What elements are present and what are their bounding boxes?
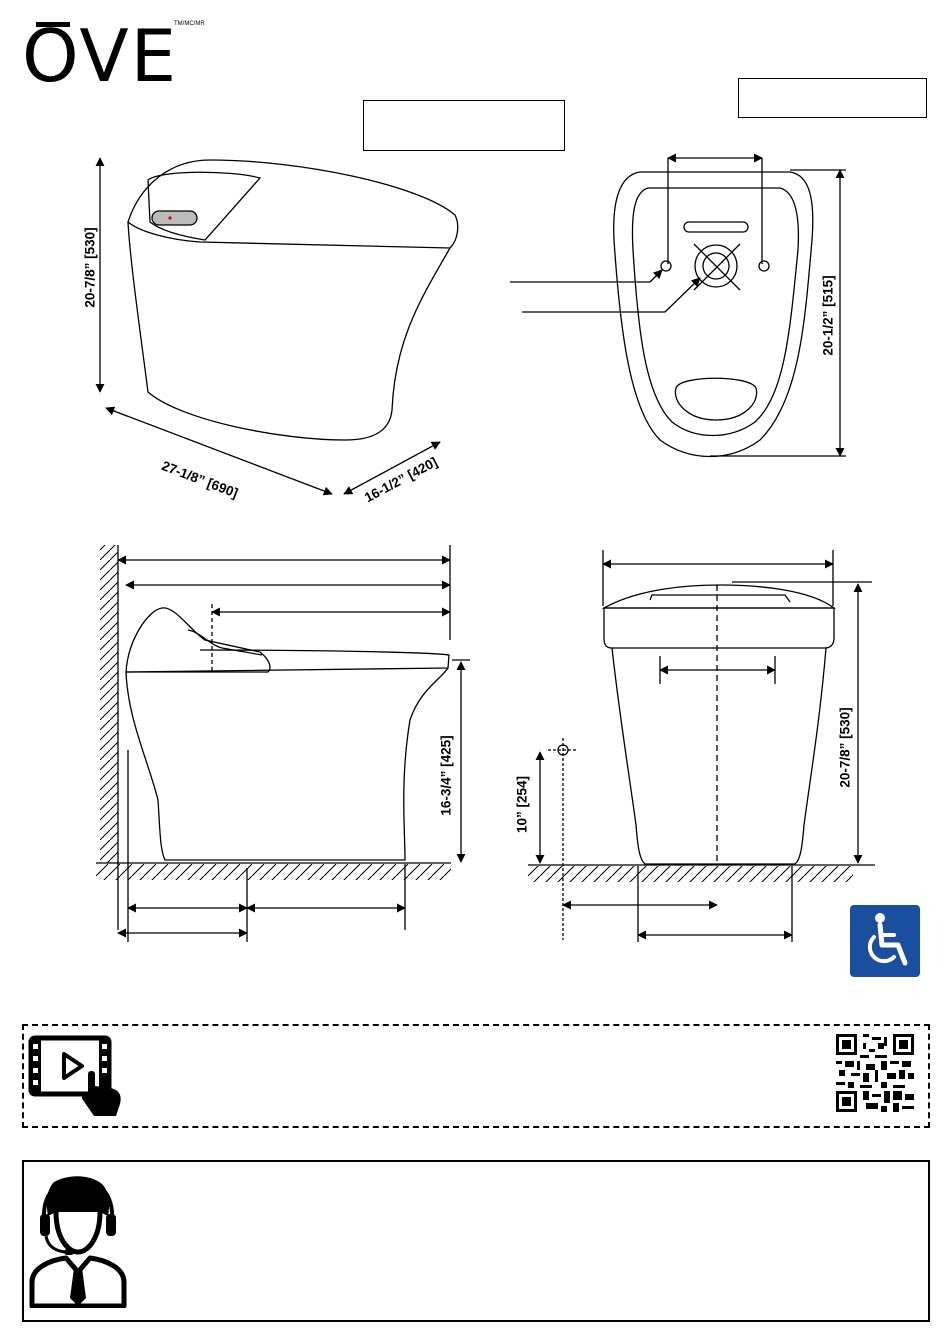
dim-front-inlet-height: 10” [254] xyxy=(514,775,530,834)
front-view xyxy=(528,550,875,942)
dim-iso-width: 16-1/2” [420] xyxy=(362,454,440,506)
dim-iso-length: 27-1/8” [690] xyxy=(159,458,240,501)
top-view xyxy=(510,158,846,457)
dim-front-height: 20-7/8” [530] xyxy=(837,707,853,788)
wheelchair-accessibility-icon xyxy=(850,905,920,977)
customer-support-agent-icon xyxy=(28,1172,128,1308)
dim-top-length: 20-1/2” [515] xyxy=(820,275,836,356)
video-tutorial-section xyxy=(22,1024,930,1128)
dim-side-seat-height: 16-3/4” [425] xyxy=(438,735,454,816)
brand-logo: OVE xyxy=(22,14,179,98)
trademark-mark: TM/MC/MR xyxy=(174,21,205,27)
customer-support-section xyxy=(22,1160,930,1322)
dim-iso-height: 20-7/8” [530] xyxy=(82,227,98,308)
isometric-view xyxy=(100,158,458,494)
side-view xyxy=(96,545,470,942)
qr-code-icon xyxy=(836,1034,914,1112)
video-tutorial-icon xyxy=(28,1034,128,1120)
